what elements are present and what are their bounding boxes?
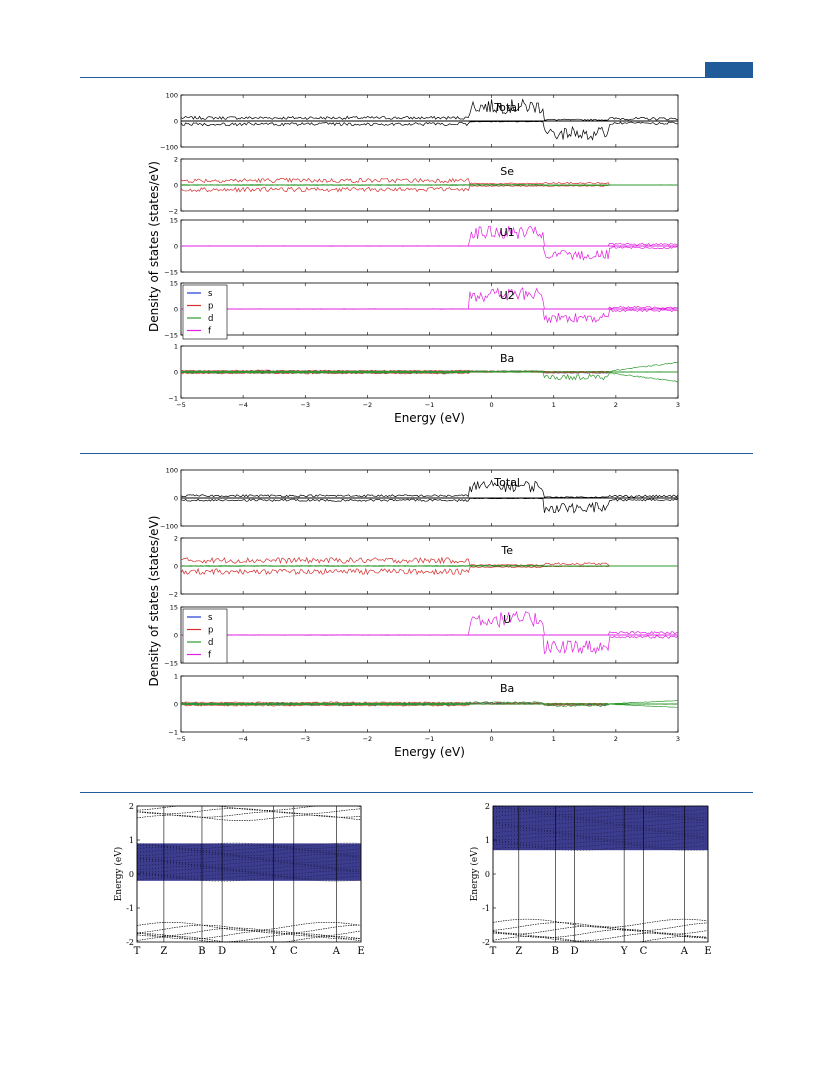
y-tick-label: −100 [160,143,178,152]
legend [183,609,227,663]
x-tick-label: −2 [362,401,373,409]
panel-label: U [503,613,512,626]
series-p-up [181,558,678,566]
series-p-up [181,178,678,185]
y-tick-label: 1 [173,672,178,681]
x-tick-label: −1 [424,735,435,743]
y-tick-label: 0 [173,700,178,709]
y-tick-label: −1 [168,394,178,403]
x-tick-label: −3 [300,735,311,743]
x-axis-label: Energy (eV) [394,411,465,425]
x-tick-label: 3 [675,401,681,409]
x-tick-label: 0 [489,735,494,743]
x-tick-label: 1 [551,401,556,409]
band-line [493,923,707,931]
y-tick-label: 1 [173,342,178,351]
series-f-down [181,635,678,654]
x-tick-label: −5 [176,735,186,743]
series-f-up [181,288,678,309]
legend [183,285,227,339]
y-tick-label: 0 [173,631,178,640]
band-line [137,815,361,820]
y-tick-label: 0 [173,305,178,314]
kpoint-label: D [218,946,227,957]
y-tick-label: 100 [165,466,178,475]
y-tick-label: −1 [168,728,178,737]
x-tick-label: 0 [489,401,494,409]
x-tick-label: −1 [424,401,435,409]
kpoint-label: E [704,946,712,957]
y-tick-label: 0 [173,242,178,251]
dos-panel-u [164,604,678,668]
series-p-down [181,185,678,192]
panel-label: Total [494,101,521,114]
kpoint-label: B [198,946,206,957]
kpoint-label: E [357,946,365,957]
kpoint-label: A [332,946,340,957]
band-line [137,922,361,930]
x-tick-label: 2 [613,735,618,743]
x-tick-label: −4 [238,735,248,743]
dos-panel-ba [168,673,678,737]
legend-label-f: f [208,650,211,661]
kpoint-label: A [680,946,688,957]
legend-label-s: s [208,613,213,623]
y-tick-label: 0 [173,562,178,571]
kpoint-label: Z [160,946,168,957]
panel-label: Ba [500,352,515,365]
legend-label-p: p [208,625,214,636]
kpoint-label: Z [515,946,523,957]
series-f-up [181,612,678,636]
series-f-up [181,226,678,246]
y-tick-label: 15 [169,603,178,612]
dos-panel-se [168,156,678,216]
y-tick-label: −100 [160,522,178,531]
dense-band-block [137,843,361,880]
panel-label: Se [500,165,515,178]
series-total-down [181,121,678,139]
x-tick-label: 1 [551,735,556,743]
band-line [137,937,361,943]
legend-label-s: s [208,289,213,299]
y-tick-label: −15 [164,659,178,668]
panel-label: Total [494,476,521,489]
y-tick-label: -1 [482,904,490,913]
series-f-down [181,246,678,260]
y-tick-label: 0 [128,870,134,879]
series-p-down [181,566,678,574]
y-tick-label: -2 [482,938,490,947]
series-f-down [181,309,678,322]
legend-label-d: d [208,314,214,324]
panel-label: U2 [499,289,515,302]
kpoint-label: T [489,946,497,957]
band-line [137,806,361,810]
dos-figure-0 [147,92,680,426]
y-tick-label: 0 [173,494,178,503]
y-tick-label: 2 [173,534,178,543]
y-tick-label: 0 [173,117,178,126]
y-tick-label: 2 [128,802,134,811]
y-tick-label: -1 [126,904,134,913]
x-tick-label: −3 [300,401,311,409]
x-tick-label: 2 [613,401,618,409]
x-tick-label: −2 [362,735,373,743]
panel-label: Ba [500,682,515,695]
kpoint-label: B [551,946,560,957]
y-tick-label: 0 [173,181,178,190]
band-line [493,936,707,942]
kpoint-label: Y [270,946,277,957]
y-tick-label: 0 [173,368,178,377]
y-axis-label: Density of states (states/eV) [147,161,161,332]
dos-panel-ba [168,343,678,403]
y-axis-label: Density of states (states/eV) [147,515,161,687]
series-total-up [181,481,678,498]
y-tick-label: −15 [164,331,178,340]
series-total-down [181,498,678,513]
y-tick-label: 15 [169,279,178,288]
x-tick-label: 3 [675,735,681,743]
dos-panel-total [160,467,678,531]
dos-figure-1 [147,467,680,760]
band-structure-3 [469,802,712,957]
y-tick-label: 1 [484,836,490,845]
x-axis-label: Energy (eV) [394,745,465,759]
y-tick-label: 100 [165,91,178,100]
y-tick-label: 2 [484,802,490,811]
legend-label-f: f [208,326,211,337]
y-tick-label: −15 [164,268,178,277]
x-tick-label: −5 [176,401,186,409]
y-tick-label: −2 [168,590,178,599]
kpoint-label: D [570,946,579,957]
dos-panel-te [168,535,678,599]
y-tick-label: 2 [173,155,178,164]
y-tick-label: 15 [169,216,178,225]
kpoint-label: T [133,946,141,957]
y-axis-label: Energy (eV) [470,846,480,902]
y-tick-label: 0 [484,870,490,879]
kpoint-label: Y [620,946,628,957]
dos-panel-u2 [164,280,678,340]
y-tick-label: -2 [126,938,134,947]
panel-label: Te [501,544,513,557]
x-tick-label: −4 [238,401,248,409]
dense-band-block [493,806,708,850]
series-total-up [181,99,678,120]
y-tick-label: −2 [168,207,178,216]
dos-panel-total [160,92,678,152]
kpoint-label: C [639,946,648,957]
band-line [137,931,361,939]
band-structure-2 [113,802,365,957]
y-tick-label: 1 [128,836,134,845]
panel-label: U1 [499,226,515,239]
y-axis-label: Energy (eV) [114,846,124,902]
legend-label-d: d [208,638,214,648]
kpoint-label: C [289,946,298,957]
legend-label-p: p [208,301,214,312]
dos-panel-u1 [164,217,678,277]
